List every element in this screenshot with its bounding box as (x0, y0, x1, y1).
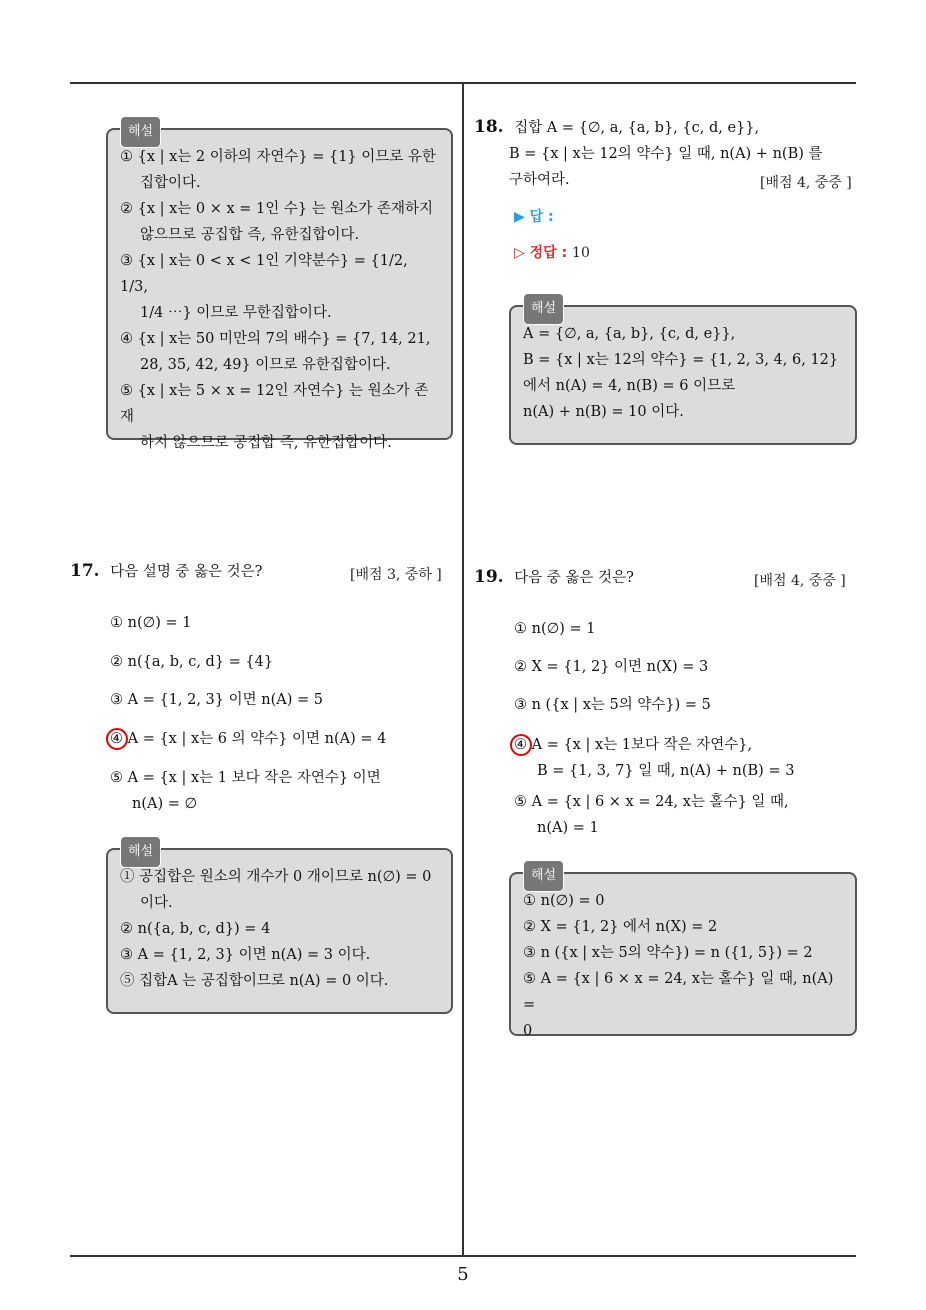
explanation-line: ② n({a, b, c, d}) = 4 (120, 921, 271, 937)
question-text: 다음 설명 중 옳은 것은? (110, 564, 263, 580)
explanation-line: A = {∅, a, {a, b}, {c, d, e}}, (523, 326, 736, 342)
explanation-line: 0 (523, 1023, 533, 1039)
q19-choice-2[interactable]: ② X = {1, 2} 이면 n(X) = 3 (514, 659, 709, 675)
explanation-line: ③ n ({x | x는 5의 약수}) = n ({1, 5}) = 2 (523, 945, 813, 961)
explanation-line: ② X = {1, 2} 에서 n(X) = 2 (523, 919, 718, 935)
explanation-line: ① 공집합은 원소의 개수가 0 개이므로 n(∅) = 0 (120, 869, 432, 885)
question-number: 19. (474, 567, 504, 587)
explanation-box-q18 (509, 301, 857, 445)
q19-choice-4[interactable]: ④ A = {x | x는 1보다 작은 자연수}, (514, 737, 753, 753)
explanation-line: 하지 않으므로 공집합 즉, 유한집합이다. (140, 435, 392, 451)
page-number: 5 (457, 1264, 469, 1285)
q19-choice-5[interactable]: ⑤ A = {x | 6 × x = 24, x는 홀수} 일 때, (514, 794, 789, 810)
explanation-line: 이다. (140, 895, 173, 911)
explanation-line: ⑤ A = {x | 6 × x = 24, x는 홀수} 일 때, n(A) = (523, 971, 834, 1013)
question-19-meta: [배점 4, 중중 ] (754, 573, 846, 589)
question-text: 집합 A = {∅, a, {a, b}, {c, d, e}}, (514, 120, 760, 136)
explanation-line: 28, 35, 42, 49} 이므로 유한집합이다. (140, 357, 391, 373)
question-19-header (474, 564, 634, 592)
explanation-box-q17 (106, 844, 453, 1014)
correct-answer (514, 242, 590, 262)
explanation-line: B = {x | x는 12의 약수} = {1, 2, 3, 4, 6, 12} (523, 352, 839, 368)
q19-choice-4-cont: B = {1, 3, 7} 일 때, n(A) + n(B) = 3 (537, 763, 795, 779)
explanation-line: ④ {x | x는 50 미만의 7의 배수} = {7, 14, 21, (120, 331, 431, 347)
explanation-line: ⑤ {x | x는 5 × x = 12인 자연수} 는 원소가 존재 (120, 383, 429, 425)
selected-answer-mark (106, 728, 128, 750)
q17-choice-4[interactable]: ④ A = {x | x는 6 의 약수} 이면 n(A) = 4 (110, 731, 387, 747)
question-number: 18. (474, 117, 504, 137)
q19-choice-1[interactable]: ① n(∅) = 1 (514, 621, 596, 637)
explanation-box-q16 (106, 124, 453, 451)
correct-answer-label: ▷ 정답 : (514, 245, 568, 261)
explanation-line: 집합이다. (140, 175, 201, 191)
selected-answer-mark (510, 734, 532, 756)
question-17-meta: [배점 3, 중하 ] (350, 567, 442, 583)
q17-choice-1[interactable]: ① n(∅) = 1 (110, 615, 192, 631)
q19-choice-3[interactable]: ③ n ({x | x는 5의 약수}) = 5 (514, 697, 711, 713)
explanation-tag: 해설 (523, 293, 564, 325)
q17-choice-5-cont: n(A) = ∅ (132, 796, 198, 812)
explanation-line: ① {x | x는 2 이하의 자연수} = {1} 이므로 유한 (120, 149, 436, 165)
explanation-tag: 해설 (120, 116, 161, 148)
question-number: 17. (70, 561, 100, 581)
correct-answer-value: 10 (572, 245, 590, 261)
column-divider (462, 82, 464, 1257)
explanation-line: 않으므로 공집합 즉, 유한집합이다. (140, 227, 360, 243)
explanation-line: 1/4 ⋯} 이므로 무한집합이다. (140, 305, 332, 321)
bottom-rule (70, 1255, 856, 1257)
question-18-meta: [배점 4, 중중 ] (760, 175, 852, 191)
q19-choice-5-cont: n(A) = 1 (537, 820, 599, 836)
explanation-line: 에서 n(A) = 4, n(B) = 6 이므로 (523, 378, 736, 394)
q17-choice-2[interactable]: ② n({a, b, c, d} = {4} (110, 654, 274, 670)
explanation-tag: 해설 (523, 860, 564, 892)
answer-input-label[interactable]: ▶ 답 : (514, 209, 554, 225)
explanation-box-q19 (509, 868, 857, 1039)
question-text: 다음 중 옳은 것은? (514, 570, 634, 586)
explanation-line: ② {x | x는 0 × x = 1인 수} 는 원소가 존재하지 (120, 201, 434, 217)
question-18-line2: B = {x | x는 12의 약수} 일 때, n(A) + n(B) 를 (509, 146, 823, 162)
question-18-header (474, 114, 759, 142)
question-18-line3: 구하여라. (509, 172, 570, 188)
explanation-tag: 해설 (120, 836, 161, 868)
explanation-line: ③ {x | x는 0 < x < 1인 기약분수} = {1/2, 1/3, (120, 253, 408, 295)
explanation-line: ① n(∅) = 0 (523, 893, 605, 909)
explanation-line: n(A) + n(B) = 10 이다. (523, 404, 684, 420)
q17-choice-3[interactable]: ③ A = {1, 2, 3} 이면 n(A) = 5 (110, 692, 323, 708)
explanation-line: ⑤ 집합A 는 공집합이므로 n(A) = 0 이다. (120, 973, 389, 989)
q17-choice-5[interactable]: ⑤ A = {x | x는 1 보다 작은 자연수} 이면 (110, 770, 381, 786)
explanation-line: ③ A = {1, 2, 3} 이면 n(A) = 3 이다. (120, 947, 371, 963)
question-17-header (70, 558, 262, 586)
